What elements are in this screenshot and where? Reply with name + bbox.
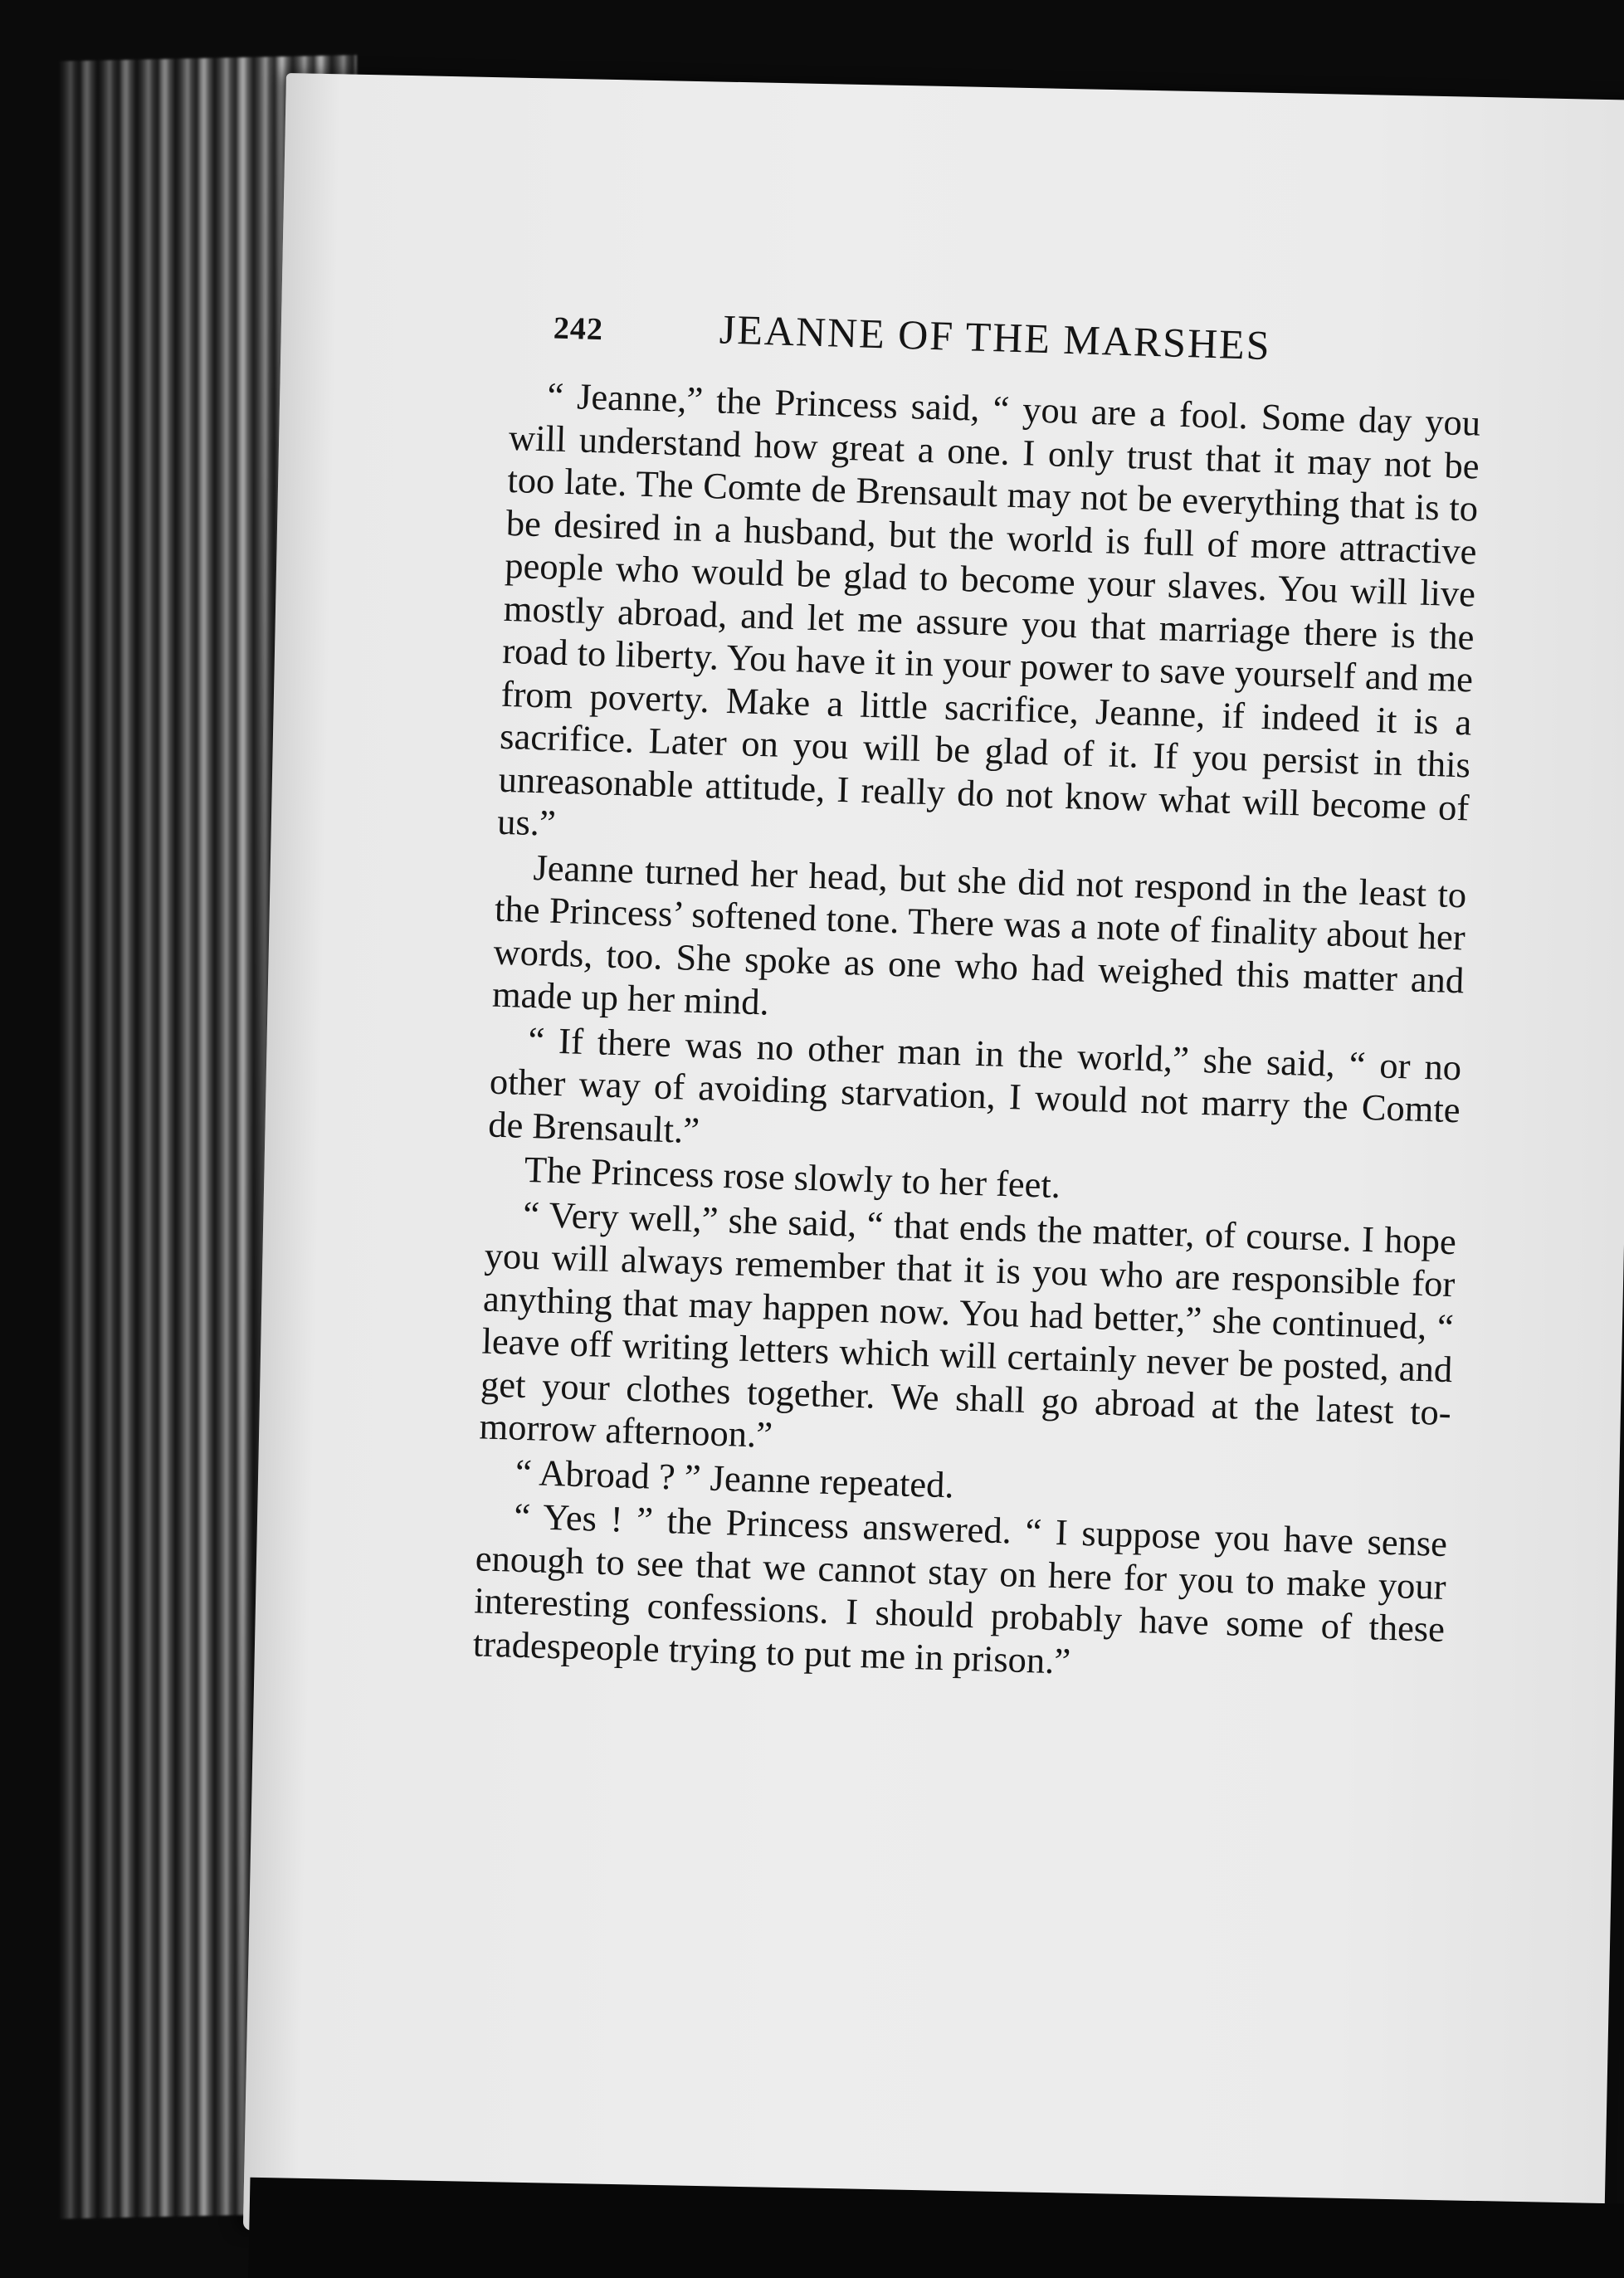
book-title: JEANNE OF THE MARSHES	[719, 305, 1272, 369]
paragraph-6: “ Abroad ? ” Jeanne repeated.	[515, 1451, 955, 1505]
paragraph-1: “ Jeanne,” the Princess said, “ you are a fool. Some day you will understand how great a one. I only trust that it may not be too late. The Comte de Brensault may not be everything that is to be desired in a husband, but the world is full of more attractive people who would be glad to become your slaves. You will live mostly abroad, and let me assure you that marriage there is the road to liberty. You have it in your power to save yourself and me from poverty. Make a little sacrifice, Jeanne, if indeed it is a sacrifice. Later on you will be glad of it. If you persist in this unreasonable attitude, I really do not know what will become of us.”	[496, 374, 1481, 844]
paragraph-7: “ Yes ! ” the Princess answered. “ I suppose you have sense enough to see that we cannot stay on here for you to make your interesting confessions. I should probably have some of these tradespeople trying to put me in prison.”	[472, 1495, 1448, 1682]
page-number: 242	[553, 310, 604, 348]
page-text	[472, 299, 1483, 1694]
paragraph-4: The Princess rose slowly to her feet.	[524, 1148, 1061, 1207]
paragraph-3: “ If there was no other man in the world,” she said, “ or no other way of avoiding starvation, I would not marry the Comte de Brensault.”	[487, 1018, 1462, 1151]
paragraph-5: “ Very well,” she said, “ that ends the matter, of course. I hope you will always remember that it is you who are responsible for anything that may happen now. You had better,” she continued, “ leave off writing letters which will certainly never be posted, and get your clothes together. We shall go abroad at the latest to-morrow afternoon.”	[478, 1193, 1457, 1456]
paragraph-2: Jeanne turned her head, but she did not respond in the least to the Princess’ softened tone. There was a note of finality about her words, too. She spoke as one who had weighed this matter and made up her mind.	[491, 846, 1467, 1023]
